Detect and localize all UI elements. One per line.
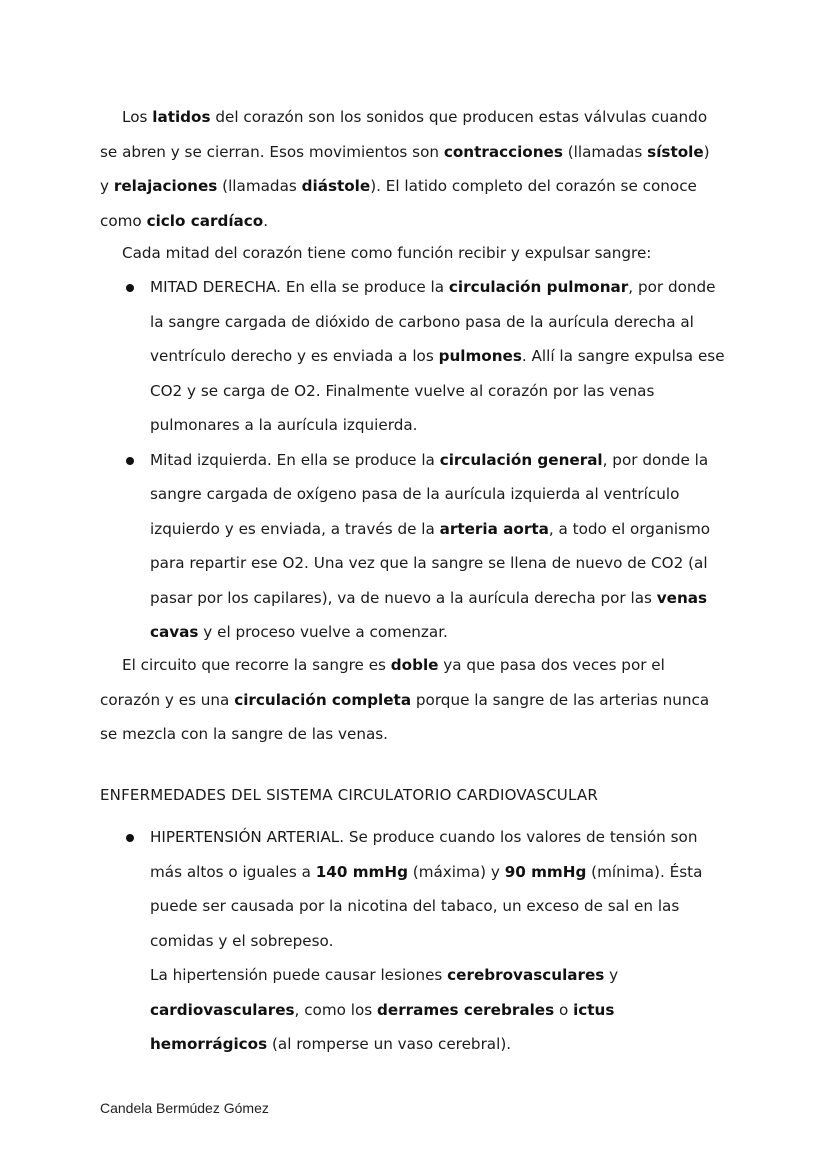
- term-circulacion-pulmonar: circulación pulmonar: [448, 278, 629, 296]
- disease-list: [100, 820, 728, 1062]
- term-circulacion-general: circulación general: [439, 450, 603, 469]
- paragraph-heartbeat: Los latidos del corazón son los sonidos que producen estas válvulas cuando se abren y se cierran. Esos movimientos son contracciones (llamadas sístole) y relajaciones (llamadas diástole). El latido completo del corazón se conoce como ciclo cardíaco.: [100, 108, 710, 230]
- term-derrames-cerebrales: derrames cerebrales: [377, 1000, 555, 1019]
- term-doble: doble: [390, 656, 439, 674]
- footer-author: Candela Bermúdez Gómez: [100, 1100, 269, 1116]
- paragraph-circuito: El circuito que recorre la sangre es doble ya que pasa dos veces por el corazón y es una circulación completa porque la sangre de las arterias nunca se mezcla con la sangre de las venas.: [100, 656, 710, 743]
- term-latidos: latidos: [152, 108, 211, 126]
- circulation-list: [100, 270, 728, 650]
- paragraph-intro-halves: Cada mitad del corazón tiene como función recibir y expulsar sangre:: [122, 244, 652, 262]
- list-item-hipertension: HIPERTENSIÓN ARTERIAL. Se produce cuando los valores de tensión son más altos o iguales a 140 mmHg (máxima) y 90 mmHg (mínima). Ésta puede ser causada por la nicotina del tabaco, un exceso de sal en las comidas y el sobrepeso. La hipertensión puede causar lesiones cerebrovasculares y cardiovasculares, como los derrames cerebrales o ictus hemorrágicos (al romperse un vaso cerebral).: [100, 820, 728, 1062]
- term-arteria-aorta: arteria aorta: [439, 519, 549, 538]
- value-140-mmhg: 140 mmHg: [315, 862, 408, 881]
- term-sistole: sístole: [647, 142, 704, 161]
- term-cardiovasculares: cardiovasculares: [150, 1000, 295, 1019]
- term-circulacion-completa: circulación completa: [234, 690, 412, 709]
- term-ictus-hemorragicos: ictus hemorrágicos: [150, 1000, 615, 1053]
- term-ciclo-cardiaco: ciclo cardíaco: [146, 211, 264, 230]
- term-diastole: diástole: [301, 177, 371, 195]
- term-contracciones: contracciones: [443, 142, 563, 161]
- term-relajaciones: relajaciones: [113, 177, 218, 195]
- value-90-mmhg: 90 mmHg: [504, 862, 587, 881]
- term-cerebrovasculares: cerebrovasculares: [447, 966, 605, 984]
- term-venas-cavas: venas cavas: [150, 588, 708, 641]
- section-heading: ENFERMEDADES DEL SISTEMA CIRCULATORIO CARDIOVASCULAR: [100, 786, 598, 804]
- list-item-mitad-izquierda: Mitad izquierda. En ella se produce la circulación general, por donde la sangre cargada de oxígeno pasa de la aurícula izquierda al ventrículo izquierdo y es enviada, a través de la arteria aorta, a todo el organismo para repartir ese O2. Una vez que la sangre se llena de nuevo de CO2 (al pasar por los capilares), va de nuevo a la aurícula derecha por las venas cavas y el proceso vuelve a comenzar.: [100, 443, 728, 650]
- term-pulmones: pulmones: [438, 347, 522, 365]
- list-item-mitad-derecha: MITAD DERECHA. En ella se produce la circulación pulmonar, por donde la sangre cargada de dióxido de carbono pasa de la aurícula derecha al ventrículo derecho y es enviada a los pulmones. Allí la sangre expulsa ese CO2 y se carga de O2. Finalmente vuelve al corazón por las venas pulmonares a la aurícula izquierda.: [100, 270, 728, 443]
